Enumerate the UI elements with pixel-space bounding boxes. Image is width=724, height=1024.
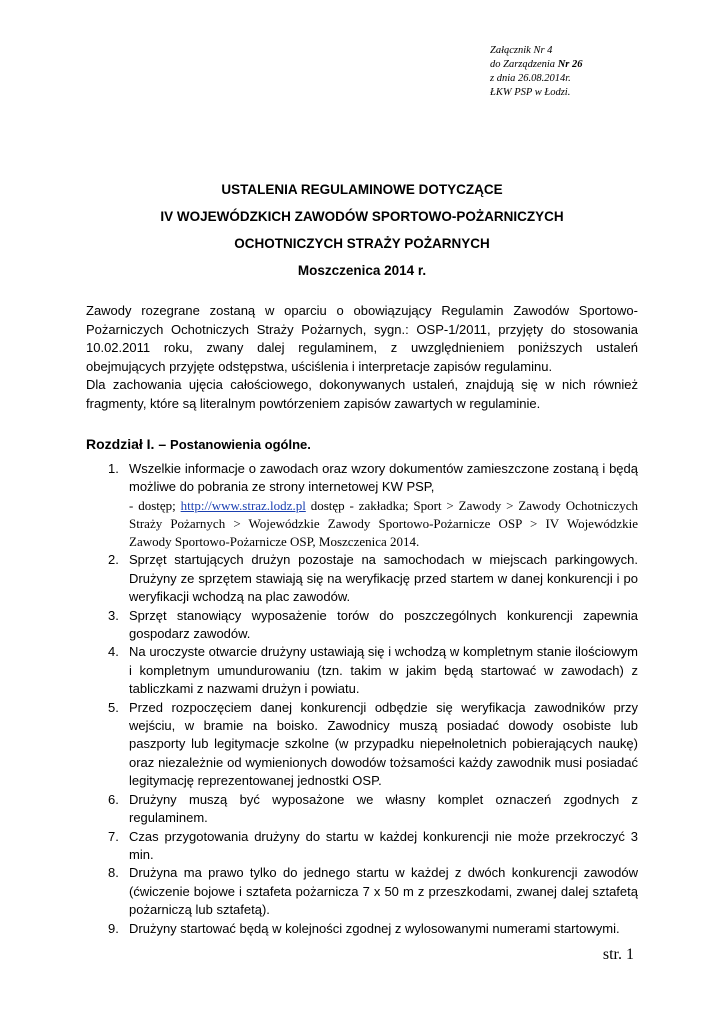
annex-line-2 [490, 58, 582, 72]
intro-section [86, 302, 638, 413]
access-path-text: dostęp - zakładka; Sport > Zawody > Zawody Ochotniczych Straży Pożarnych > Wojewódzkie Zawody Sportowo-Pożarnicze OSP > IV Wojewódzkie Zawody Sportowo-Pożarnicze OSP, Moszczenica 2014. [129, 497, 638, 550]
list-item [86, 551, 638, 606]
list-item-text: Drużyna ma prawo tylko do jednego startu w każdej z dwóch konkurencji zawodów (ćwiczenie bojowe i sztafeta pożarnicza 7 x 50 m z przeszkodami, zwanej dalej sztafetą pożarniczą lub sztafetą). [129, 865, 638, 918]
list-item-number: 1. [108, 461, 119, 476]
list-item [86, 828, 638, 865]
list-item [86, 699, 638, 791]
chapter-dash: – [154, 436, 171, 452]
title-line-3: OCHOTNICZYCH STRAŻY POŻARNYCH [234, 236, 490, 251]
annex-header [490, 44, 582, 100]
list-item [86, 643, 638, 698]
chapter-name: Postanowienia ogólne. [170, 437, 311, 452]
access-prefix: - dostęp; [129, 497, 181, 513]
annex-line-2-prefix: do Zarządzenia [490, 59, 558, 70]
intro-paragraph-2: Dla zachowania ujęcia całościowego, dokonywanych ustaleń, znajdują się w nich również fragmenty, które są literalnym powtórzeniem zapisów zawartych w regulaminie. [86, 377, 638, 411]
list-item-number: 3. [108, 607, 119, 623]
list-item-number: 9. [108, 920, 119, 936]
list-item-text: Wszelkie informacje o zawodach oraz wzory dokumentów zamieszczone zostaną i będą możliwe do pobrania ze strony internetowej KW PSP, [129, 461, 638, 495]
list-item-number: 7. [108, 828, 119, 844]
title-line-4: Moszczenica 2014 r. [297, 263, 427, 278]
rules-list [86, 460, 638, 938]
list-item-text: Drużyny muszą być wyposażone we własny komplet oznaczeń zgodnych z regulaminem. [129, 791, 638, 826]
list-item [86, 791, 638, 828]
annex-line-1: Załącznik Nr 4 [490, 45, 553, 56]
chapter-number: Rozdział I. [86, 436, 155, 452]
list-item-number: 2. [108, 552, 119, 568]
website-link[interactable]: http://www.straz.lodz.pl [180, 497, 306, 513]
list-item-text: Na uroczyste otwarcie drużyny ustawiają się i wchodzą w kompletnym stanie ilościowym i kompletnym umundurowaniu (tzn. takim w jakim będą startować w zawodach) z tabliczkami z nazwami drużyn i powiatu. [129, 644, 638, 697]
intro-paragraph-1: Zawody rozegrane zostaną w oparciu o obowiązujący Regulamin Zawodów Sportowo-Pożarniczych Ochotniczych Straży Pożarnych, sygn.: OSP-1/2011, przyjęty do stosowania 10.02.2011 roku, zwany dalej regulaminem, z uwzględnieniem poniższych ustaleń obejmujących przyjęte odstępstwa, uściślenia i interpretacje zapisów regulaminu. [86, 303, 638, 374]
document-title [0, 176, 724, 284]
list-item [86, 864, 638, 919]
list-item-number: 5. [108, 699, 119, 715]
list-item-text: Drużyny startować będą w kolejności zgodnej z wylosowanymi numerami startowymi. [129, 920, 620, 936]
title-line-1: USTALENIA REGULAMINOWE DOTYCZĄCE [221, 182, 503, 197]
list-item [86, 460, 638, 551]
list-item-text: Sprzęt stanowiący wyposażenie torów do poszczególnych konkurencji zapewnia gospodarz zawodów. [129, 607, 638, 642]
access-path [129, 497, 638, 552]
list-item-number: 6. [108, 791, 119, 807]
page-number: str. 1 [602, 946, 634, 963]
title-line-2: IV WOJEWÓDZKICH ZAWODÓW SPORTOWO-POŻARNICZYCH [160, 209, 564, 224]
list-item [86, 920, 638, 938]
annex-line-4: ŁKW PSP w Łodzi. [490, 87, 571, 98]
list-item-text: Czas przygotowania drużyny do startu w każdej konkurencji nie może przekroczyć 3 min. [129, 828, 638, 862]
list-item-number: 4. [108, 644, 119, 660]
list-item [86, 607, 638, 644]
list-item-text: Przed rozpoczęciem danej konkurencji odbędzie się weryfikacja zawodników przy wejściu, w bramie na boisko. Zawodnicy muszą posiadać dowody osobiste lub paszporty lub legitymacje szkolne (w przypadku niepełnoletnich pobierających naukę) oraz niezależnie od wymienionych dowodów tożsamości każdy zawodnik musi posiadać legitymację reprezentowanej jednostki OSP. [129, 699, 638, 789]
annex-line-2-number: Nr 26 [557, 59, 583, 70]
annex-line-3: z dnia 26.08.2014r. [490, 73, 571, 84]
list-item-number: 8. [108, 865, 119, 881]
chapter-heading [86, 436, 311, 452]
list-item-text: Sprzęt startujących drużyn pozostaje na samochodach w miejscach parkingowych. Drużyny ze sprzętem stawiają się na weryfikację przed startem w danej konkurencji i po weryfikacji wchodzą na plac zawodów. [129, 552, 638, 605]
